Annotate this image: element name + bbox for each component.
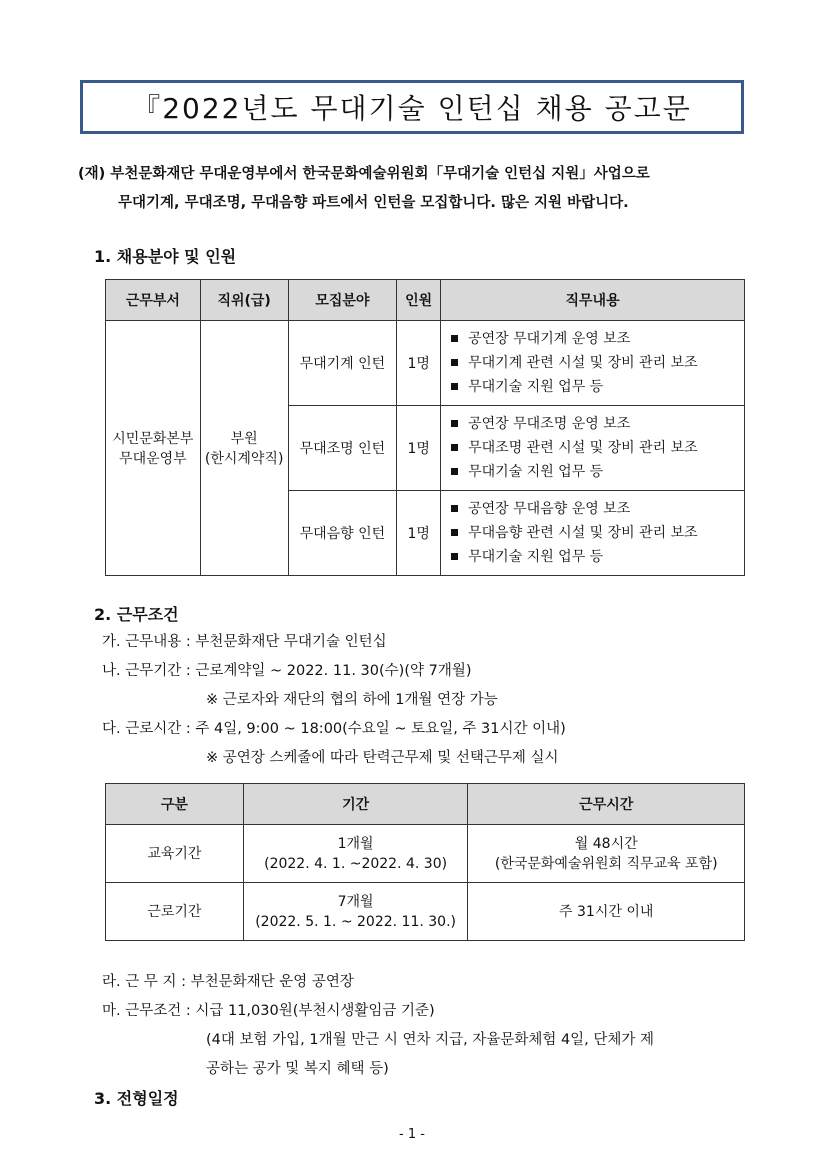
condition-wage: 마. 근무조건 : 시급 11,030원(부천시생활임금 기준) [102, 1003, 435, 1019]
table-header-row [106, 280, 745, 321]
field-cell: 무대기계 인턴 [288, 321, 397, 406]
condition-content: 가. 근무내용 : 부천문화재단 무대기술 인턴십 [102, 634, 387, 650]
intro-line-2: 무대기계, 무대조명, 무대음향 파트에서 인턴을 모집합니다. 많은 지원 바랍니다. [118, 195, 629, 211]
table-row [106, 825, 745, 883]
bullet-square-icon [451, 468, 458, 475]
page-number: - 1 - [399, 1127, 425, 1142]
dept-cell: 시민문화본부 무대운영부 [106, 321, 201, 576]
intro-line-1: (재) 부천문화재단 무대운영부에서 한국문화예술위원회「무대기술 인턴십 지원」사업으로 [78, 166, 650, 182]
duty-item: 무대기술 지원 업무 등 [445, 545, 740, 569]
condition-hours: 다. 근로시간 : 주 4일, 9:00 ~ 18:00(수요일 ~ 토요일, 주 31시간 이내) [102, 721, 566, 737]
condition-period: 나. 근무기간 : 근로계약일 ~ 2022. 11. 30(수)(약 7개월) [102, 663, 472, 679]
field-cell: 무대조명 인턴 [288, 406, 397, 491]
section-1-heading: 1. 채용분야 및 인원 [94, 247, 237, 266]
header-duties: 직무내용 [441, 280, 745, 321]
hours-cell: 월 48시간 (한국문화예술위원회 직무교육 포함) [468, 825, 745, 883]
condition-hours-note: ※ 공연장 스케줄에 따라 탄력근무제 및 선택근무제 실시 [206, 750, 559, 766]
count-cell: 1명 [397, 321, 441, 406]
period-cell: 1개월 (2022. 4. 1. ~2022. 4. 30) [243, 825, 468, 883]
duty-item: 무대조명 관련 시설 및 장비 관리 보조 [445, 436, 740, 460]
duty-item: 공연장 무대조명 운영 보조 [445, 412, 740, 436]
work-period-table [105, 783, 745, 941]
header-type: 구분 [106, 784, 244, 825]
header-position: 직위(급) [200, 280, 288, 321]
header-dept: 근무부서 [106, 280, 201, 321]
condition-wage-note-2: 공하는 공가 및 복지 혜택 등) [206, 1061, 389, 1077]
duty-item: 무대기술 지원 업무 등 [445, 460, 740, 484]
count-cell: 1명 [397, 491, 441, 576]
duty-item: 무대기계 관련 시설 및 장비 관리 보조 [445, 351, 740, 375]
condition-wage-note-1: (4대 보험 가입, 1개월 만근 시 연차 지급, 자율문화체험 4일, 단체가 제 [206, 1032, 655, 1048]
recruitment-table [105, 279, 745, 576]
section-2-heading: 2. 근무조건 [94, 605, 179, 624]
duty-item: 무대기술 지원 업무 등 [445, 375, 740, 399]
period-cell: 7개월 (2022. 5. 1. ~ 2022. 11. 30.) [243, 883, 468, 941]
bullet-square-icon [451, 335, 458, 342]
condition-location: 라. 근 무 지 : 부천문화재단 운영 공연장 [102, 974, 354, 990]
table-row [106, 883, 745, 941]
count-cell: 1명 [397, 406, 441, 491]
bullet-square-icon [451, 383, 458, 390]
bullet-square-icon [451, 359, 458, 366]
work-conditions-2 [102, 968, 654, 1084]
header-field: 모집분야 [288, 280, 397, 321]
position-cell: 부원 (한시계약직) [200, 321, 288, 576]
type-cell: 근로기간 [106, 883, 244, 941]
field-cell: 무대음향 인턴 [288, 491, 397, 576]
duty-item: 공연장 무대음향 운영 보조 [445, 497, 740, 521]
header-count: 인원 [397, 280, 441, 321]
header-period: 기간 [243, 784, 468, 825]
work-conditions [102, 628, 566, 773]
duties-cell [441, 321, 745, 406]
duties-cell [441, 406, 745, 491]
duties-cell [441, 491, 745, 576]
duty-item: 무대음향 관련 시설 및 장비 관리 보조 [445, 521, 740, 545]
document-title: 『2022년도 무대기술 인턴십 채용 공고문 [80, 80, 744, 134]
condition-period-note: ※ 근로자와 재단의 협의 하에 1개월 연장 가능 [206, 692, 498, 708]
bullet-square-icon [451, 444, 458, 451]
type-cell: 교육기간 [106, 825, 244, 883]
bullet-square-icon [451, 420, 458, 427]
table-header-row [106, 784, 745, 825]
intro-paragraph [78, 160, 750, 218]
header-hours: 근무시간 [468, 784, 745, 825]
section-3-heading: 3. 전형일정 [94, 1089, 179, 1108]
duty-item: 공연장 무대기계 운영 보조 [445, 327, 740, 351]
hours-cell: 주 31시간 이내 [468, 883, 745, 941]
bullet-square-icon [451, 505, 458, 512]
bullet-square-icon [451, 529, 458, 536]
bullet-square-icon [451, 553, 458, 560]
table-row [106, 321, 745, 406]
